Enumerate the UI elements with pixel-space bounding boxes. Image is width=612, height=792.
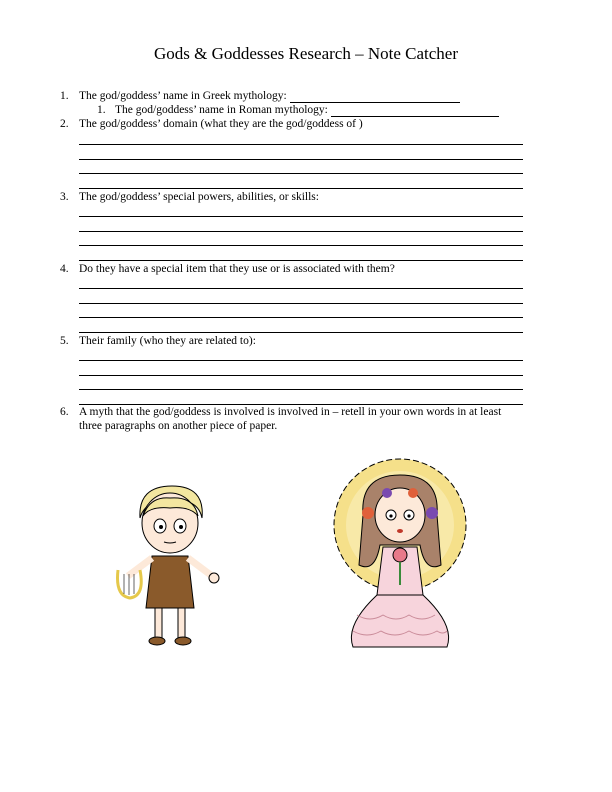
q1-greek-name	[79, 89, 460, 103]
answer-line[interactable]	[79, 375, 523, 376]
page-title: Gods & Goddesses Research – Note Catcher	[153, 44, 459, 63]
q1a-text: The god/goddess’ name in Roman mythology:	[115, 104, 328, 116]
answer-line[interactable]	[79, 144, 523, 145]
answer-line[interactable]	[79, 231, 523, 232]
q3-number: 3.	[60, 191, 69, 203]
roman-name-blank[interactable]	[331, 104, 499, 117]
greek-goddess-illustration	[325, 455, 475, 655]
answer-line[interactable]	[79, 173, 523, 174]
answer-line[interactable]	[79, 389, 523, 390]
q3-text: The god/goddess’ special powers, abilities, or skills:	[79, 191, 319, 203]
q2-text: The god/goddess’ domain (what they are the god/goddess of )	[79, 118, 363, 130]
q1a-roman-name	[115, 103, 499, 117]
answer-line[interactable]	[79, 317, 523, 318]
answer-line[interactable]	[79, 288, 523, 289]
q5-text: Their family (who they are related to):	[79, 335, 256, 347]
q1-text: The god/goddess’ name in Greek mythology:	[79, 90, 287, 102]
q6-number: 6.	[60, 406, 69, 418]
q1-number: 1.	[60, 90, 69, 102]
answer-line[interactable]	[79, 360, 523, 361]
greek-god-illustration	[110, 478, 230, 648]
answer-line[interactable]	[79, 332, 523, 333]
q2-number: 2.	[60, 118, 69, 130]
answer-line[interactable]	[79, 188, 523, 189]
q5-number: 5.	[60, 335, 69, 347]
q4-number: 4.	[60, 263, 69, 275]
answer-line[interactable]	[79, 303, 523, 304]
q6-text-continued: three paragraphs on another piece of paper.	[79, 420, 278, 432]
q1a-number: 1.	[97, 104, 106, 116]
q4-text: Do they have a special item that they use or is associated with them?	[79, 263, 395, 275]
answer-line[interactable]	[79, 159, 523, 160]
answer-line[interactable]	[79, 245, 523, 246]
answer-line[interactable]	[79, 260, 523, 261]
q6-text: A myth that the god/goddess is involved is involved in – retell in your own words in at least	[79, 406, 502, 418]
answer-line[interactable]	[79, 216, 523, 217]
greek-name-blank[interactable]	[290, 90, 460, 103]
